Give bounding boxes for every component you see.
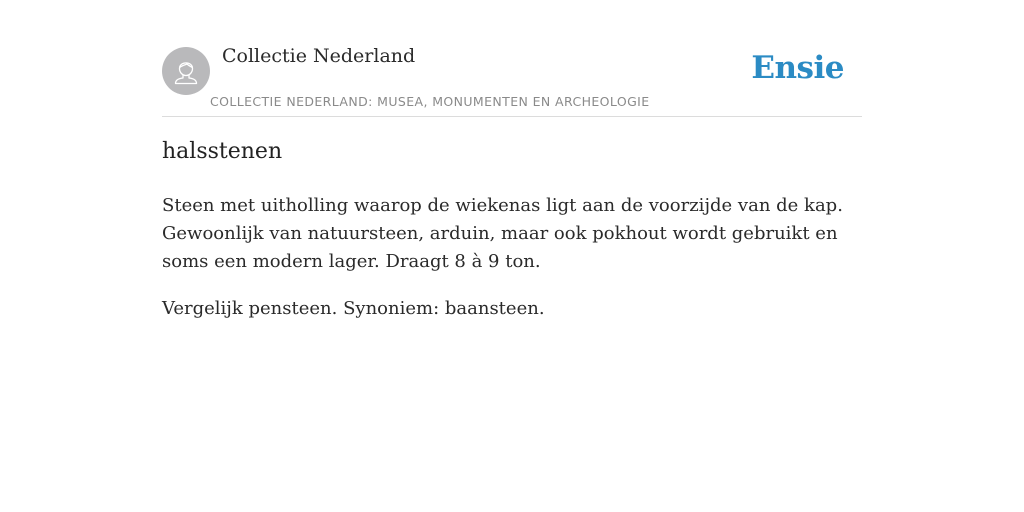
- author-avatar[interactable]: [162, 47, 210, 95]
- author-name[interactable]: Collectie Nederland: [222, 45, 416, 67]
- entry-paragraph: Vergelijk pensteen. Synoniem: baansteen.: [162, 298, 545, 319]
- ensie-logo[interactable]: Ensie: [751, 50, 844, 86]
- entry-title: halsstenen: [162, 139, 283, 164]
- entry-paragraph: Steen met uitholling waarop de wiekenas ligt aan de voorzijde van de kap. Gewoonlijk van natuursteen, arduin, maar ook pokhout wordt gebruikt en soms een modern lager. Draagt 8 à 9 ton.: [162, 195, 843, 272]
- entry-card: [162, 0, 862, 319]
- entry-header: [162, 0, 862, 117]
- entry-body: [162, 192, 862, 342]
- user-silhouette-icon: [162, 47, 210, 95]
- author-description: COLLECTIE NEDERLAND: MUSEA, MONUMENTEN EN ARCHEOLOGIE: [210, 94, 650, 109]
